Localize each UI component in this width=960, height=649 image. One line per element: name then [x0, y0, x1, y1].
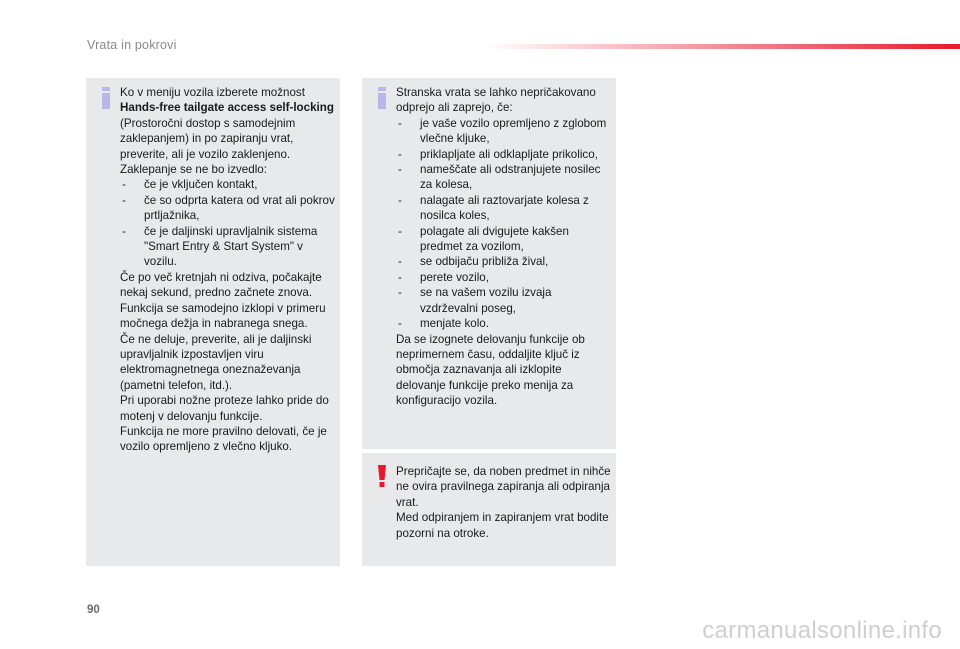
warning-text	[396, 464, 612, 541]
list-bullet: -	[122, 224, 126, 238]
watermark: carmanualsonline.info	[702, 617, 942, 644]
notes	[120, 270, 336, 455]
note-paragraph: Pri uporabi nožne proteze lahko pride do motenj v delovanju funkcije.	[120, 394, 329, 423]
side-doors-lead: Stranska vrata se lahko nepričakovano odprejo ali zaprejo, če:	[396, 86, 596, 115]
side-door-item	[396, 162, 612, 193]
side-door-item	[396, 270, 612, 285]
condition-item-text: če je daljinski upravljalnik sistema "Smart Entry & Start System" v vozilu.	[144, 224, 318, 269]
note-paragraph: Če po več kretnjah ni odziva, počakajte nekaj sekund, predno začnete znova.	[120, 270, 322, 300]
warning-paragraph: Med odpiranjem in zapiranjem vrat bodite pozorni na otroke.	[396, 511, 609, 540]
warning-icon	[374, 465, 390, 487]
side-door-item-text: nameščate ali odstranjujete nosilec za kolesa,	[420, 163, 601, 192]
condition-item	[120, 177, 336, 192]
warning-paragraphs	[396, 464, 612, 541]
note-paragraph: Funkcija ne more pravilno delovati, če je vozilo opremljeno z vlečno kljuko.	[120, 424, 327, 454]
list-bullet: -	[398, 224, 402, 238]
info-panel-text	[396, 85, 612, 409]
side-door-item-text: perete vozilo,	[420, 270, 489, 284]
list-bullet: -	[398, 116, 402, 130]
note-paragraph: Funkcija se samodejno izklopi v primeru močnega dežja in nabranega snega.	[120, 301, 326, 331]
side-door-item-text: priklapljate ali odklapljate prikolico,	[420, 147, 598, 161]
info-icon	[374, 87, 390, 109]
condition-item	[120, 193, 336, 224]
condition-item	[120, 224, 336, 270]
note-paragraph: Če ne deluje, preverite, ali je daljinski upravljalnik izpostavljen viru elektromagnetnega oneznaževanja (pametni telefon, itd.).	[120, 332, 312, 392]
page-number: 90	[87, 604, 100, 616]
side-door-item-text: menjate kolo.	[420, 317, 489, 331]
warning-panel	[362, 453, 616, 566]
info-icon	[98, 87, 114, 109]
feature-name: Hands-free tailgate access self-locking	[120, 101, 334, 115]
side-door-item	[396, 285, 612, 316]
page-header-title: Vrata in pokrovi	[87, 38, 177, 52]
side-door-item-text: polagate ali dvigujete kakšen predmet za vozilom,	[420, 224, 569, 254]
conditions-list	[120, 177, 336, 269]
info-panel-side-doors	[362, 78, 616, 449]
side-door-item-text: se na vašem vozilu izvaja vzdrževalni poseg,	[420, 286, 552, 315]
side-door-item	[396, 316, 612, 331]
side-door-item	[396, 193, 612, 224]
side-door-item	[396, 147, 612, 162]
conditions-lead: Zaklepanje se ne bo izvedlo:	[120, 163, 267, 177]
condition-item-text: če je vključen kontakt,	[144, 178, 258, 192]
condition-item-text: če so odprta katera od vrat ali pokrov prtljažnika,	[144, 193, 335, 223]
list-bullet: -	[398, 193, 402, 207]
side-doors-list	[396, 116, 612, 332]
list-bullet: -	[398, 286, 402, 300]
side-door-item	[396, 254, 612, 269]
list-bullet: -	[398, 270, 402, 284]
side-door-item-text: je vaše vozilo opremljeno z zglobom vlečne kljuke,	[420, 116, 607, 146]
side-doors-closing: Da se izognete delovanju funkcije ob neprimernem času, oddaljite ključ iz območja zaznavanja ali izklopite delovanje funkcije preko menija za konfiguracijo vozila.	[396, 332, 585, 408]
side-door-item-text: se odbijaču približa žival,	[420, 255, 549, 269]
list-bullet: -	[398, 317, 402, 331]
side-door-item-text: nalagate ali raztovarjate kolesa z nosilca koles,	[420, 193, 589, 223]
header-accent-bar	[485, 44, 960, 49]
list-bullet: -	[122, 178, 126, 192]
side-door-item	[396, 116, 612, 147]
list-bullet: -	[398, 163, 402, 177]
warning-paragraph: Prepričajte se, da noben predmet in nihče ne ovira pravilnega zapiranja ali odpiranja vrat.	[396, 465, 611, 509]
intro-paragraph: Ko v meniju vozila izberete možnost Hands-free tailgate access self-locking (Prostoročni dostop s samodejnim zaklepanjem) in po zapiranju vrat, preverite, ali je vozilo zaklenjeno.	[120, 86, 334, 161]
list-bullet: -	[398, 147, 402, 161]
list-bullet: -	[122, 193, 126, 207]
info-panel-tailgate	[86, 78, 340, 566]
info-panel-text	[120, 85, 336, 455]
list-bullet: -	[398, 255, 402, 269]
side-door-item	[396, 224, 612, 255]
